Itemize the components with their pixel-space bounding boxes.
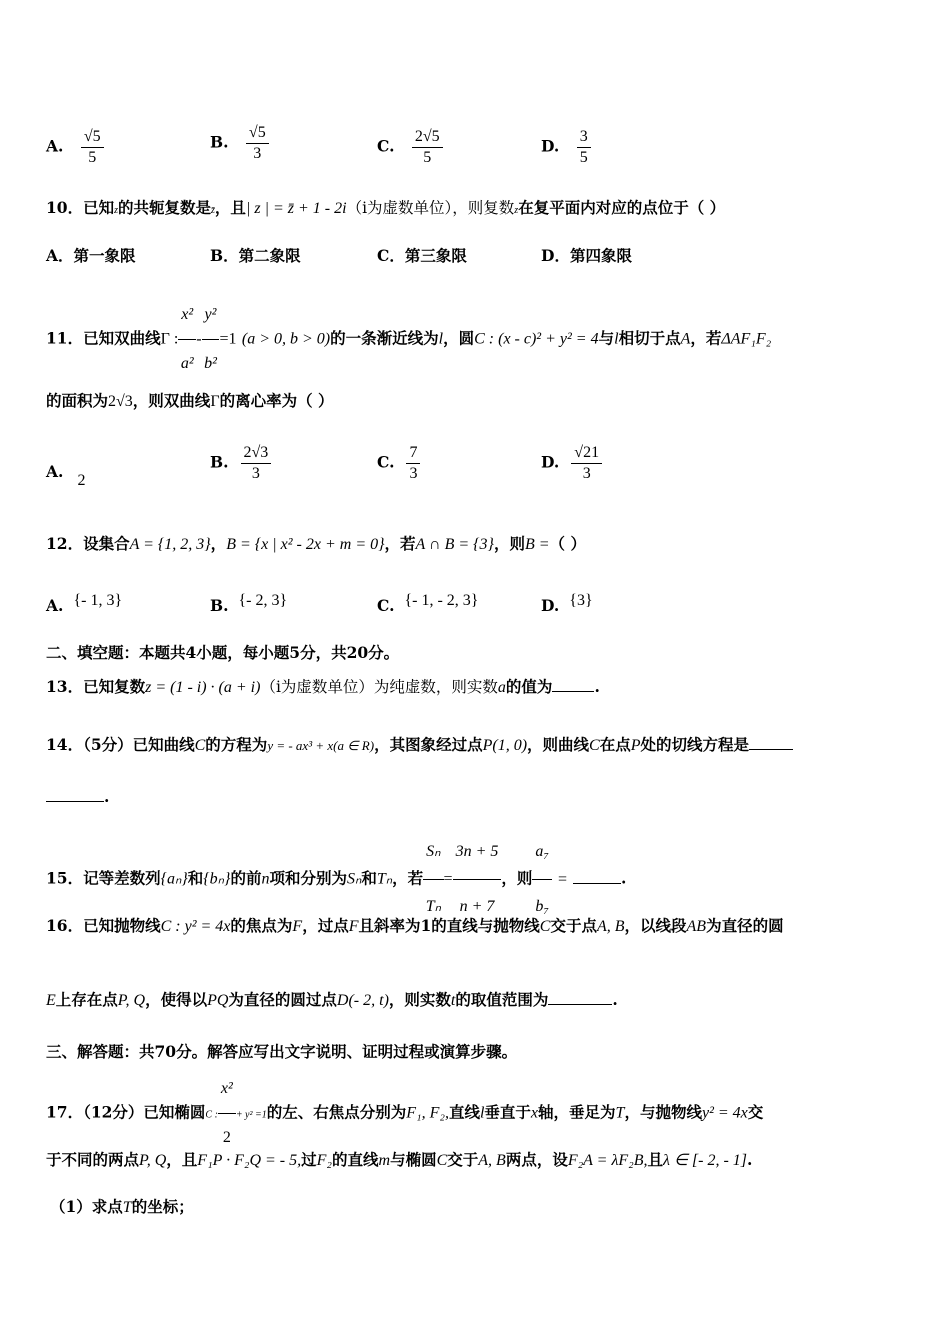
q10-option-c: C．第三象限: [377, 246, 467, 265]
q12-option-a: A. {- 1, 3}: [46, 592, 123, 615]
question-13: 13．已知复数z = (1 - i) · (a + i)（i为虚数单位）为纯虚数，则实数a的值为 .: [46, 677, 600, 696]
q10-option-a: A．第一象限: [46, 246, 136, 265]
q10-option-d: D．第四象限: [541, 246, 632, 265]
q9-option-a: A. $\frac{√5}{5}$: [46, 128, 104, 167]
question-17-part-1: （1）求点T的坐标；: [50, 1197, 194, 1216]
question-11-line1: 11．已知双曲线Γ : $\frac{\text{x²}}{\text{a²}}$ - $\frac{\text{y²}}{\text{b²}}$ =1 (a > 0, b > 0)的一条渐近线为l，圆C : (x - c)² + y² = 4与l相切于点A，若ΔAF₁F₂: [46, 292, 771, 387]
q14-answer-blank-1[interactable]: [749, 735, 793, 750]
question-17-line2: 于不同的两点P, Q，且F₁P · F₂Q = - 5,过F₂的直线m与椭圆C交于A, B两点，设F₂A = λF₂B,且λ ∈ [- 2, - 1].: [46, 1150, 753, 1169]
question-12: 12．设集合A = {1, 2, 3}，B = {x | x² - 2x + m = 0}，若A ∩ B = {3}，则B =（ ）: [46, 534, 586, 553]
q9-option-c: C. $\frac{2√5}{5}$: [377, 128, 443, 167]
q11-option-d: D. $\frac{√21}{3}$: [541, 444, 602, 483]
question-16-line1: 16．已知抛物线C : y² = 4x的焦点为F，过点F且斜率为1的直线与抛物线C交于点A, B，以线段AB为直径的圆: [46, 916, 784, 935]
q12-option-d: D. {3}: [541, 592, 593, 615]
q12-option-c: C. {- 1, - 2, 3}: [377, 592, 479, 615]
question-14-line1: 14．（5分）已知曲线C的方程为y = - ax³ + x(a ∈ R)，其图象经过点P(1, 0)，则曲线C在点P处的切线方程是: [46, 735, 793, 756]
q12-option-b: B. {- 2, 3}: [210, 592, 288, 615]
q11-option-a: A. 2: [46, 462, 86, 489]
question-10: 10．已知z的共轭复数是z̄，且| z | = z̄ + 1 - 2i（i为虚数单位），则复数z在复平面内对应的点位于（ ）: [46, 198, 726, 217]
section-2-heading: 二、填空题：本题共4小题，每小题5分，共20分。: [46, 643, 400, 662]
q10-option-b: B．第二象限: [210, 246, 301, 265]
section-3-heading: 三、解答题：共70分。解答应写出文字说明、证明过程或演算步骤。: [46, 1042, 518, 1061]
q16-answer-blank[interactable]: [548, 990, 612, 1005]
question-17-line1: 17．（12分）已知椭圆C : $\frac{\text{x²}}{2}$ + y² =1的左、右焦点分别为F₁, F₂,直线l垂直于x轴，垂足为T，与抛物线y² = 4x交: [46, 1066, 763, 1161]
q11-option-b: B. $\frac{2√3}{3}$: [210, 444, 271, 483]
q14-answer-blank-2[interactable]: [46, 787, 104, 802]
q11-option-c: C. $\frac{7}{3}$: [377, 444, 420, 483]
question-16-line2: E上存在点P, Q，使得以PQ为直径的圆过点D(- 2, t)，则实数t的取值范围为 .: [46, 990, 618, 1009]
question-11-line2: 的面积为2√3，则双曲线Γ的离心率为（ ）: [46, 391, 334, 410]
q9-option-d: D. $\frac{3}{5}$: [541, 128, 591, 167]
question-15: 15．记等差数列{aₙ}和{bₙ}的前n项和分别为Sₙ和Tₙ，若 $\frac{\text{Sₙ}}{\text{Tₙ}}$ = $\frac{3n + 5}{n + 7}$ ，则 $\frac{\text{a₇}}{\text{b₇}}$ = .: [46, 826, 626, 933]
question-14-line2: .: [46, 787, 109, 807]
q9-option-b: B. $\frac{√5}{3}$: [210, 124, 269, 163]
q15-answer-blank[interactable]: [573, 869, 621, 884]
q13-answer-blank[interactable]: [552, 677, 594, 692]
